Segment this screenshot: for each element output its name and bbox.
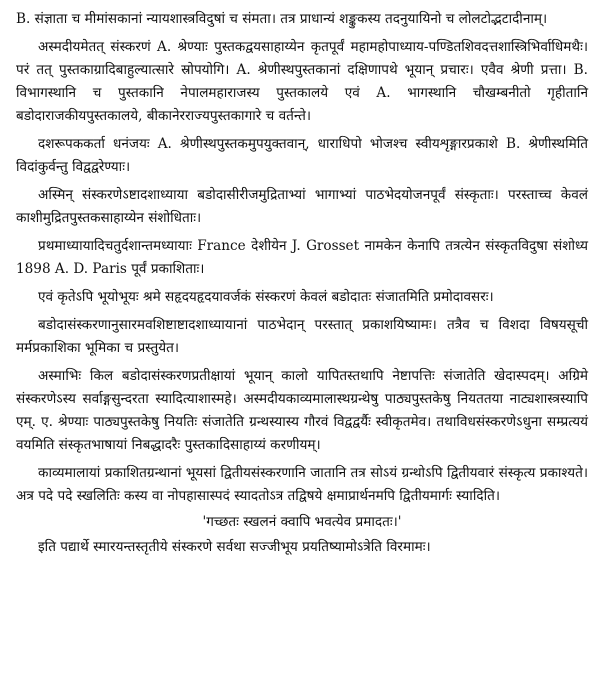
quoted-verse: 'गच्छतः स्खलनं क्वापि भवत्येव प्रमादतः।' (202, 514, 402, 530)
paragraph-1: B. संज्ञाता च मीमांसकानां न्यायशास्त्रविदुषां च संमता। तत्र प्राधान्यं शङ्कुकस्य तदनुयायिनो च लोलटोद्भटादीनाम्। (16, 11, 548, 27)
paragraph-6: एवं कृतेऽपि भूयोभूयः श्रमे सहृदयहृदयावर्जकं संस्करणं केवलं बडोदातः संजातमिति प्रमोदावसरः। (38, 289, 494, 305)
paragraph-closing: इति पद्यार्थे स्मारयन्तस्तृतीये संस्करणे सर्वथा सज्जीभूय प्रयतिष्यामोऽत्रेति विरमामः। (38, 539, 431, 555)
paragraph-4: अस्मिन् संस्करणेऽष्टादशाध्याया बडोदासीरीजमुद्रिताभ्यां भागाभ्यां पाठभेदयोजनपूर्वं संस्कृताः। परस्ताच्च केवलं काशीमुद्रितपुस्तकसाहाय्येन संशोधिताः। (16, 187, 588, 226)
paragraph-8: अस्माभिः किल बडोदासंस्करणप्रतीक्षायां भूयान् कालो यापितस्तथापि नेष्टापत्तिः संजातेति खेदास्पदम्। अग्रिमे संस्करणेऽस्य सर्वाङ्गसुन्दरता स्यादित्याशास्महे। अस्मदीयकाव्यमालास्थग्रन्थेषु पाठ्यपुस्तकेषु नियततया नाट्यशास्त्रस्यापि एम्. ए. श्रेण्याः पाठ्यपुस्तकेषु नियतिः संजातेति ग्रन्थस्यास्य गौरवं विद्वद्वर्यैः स्वीकृतमेव। तथाविधसंस्करणेऽधुना सम्प्रत्ययं वयमिति संस्कृतभाषायां निबद्धादरैः पुस्तकादिसाहाय्यं करणीयम्। (16, 368, 588, 453)
paragraph-2: अस्मदीयमेतत् संस्करणं A. श्रेण्याः पुस्तकद्वयसाहाय्येन कृतपूर्वं महामहोपाध्याय-पण्डितशिवदत्तशास्त्रिभिर्वाधिमथैः। परं तत् पुस्तकाग्रादिबाहुल्यात्सारे स्रोपयोगि। A. श्रेणीस्थपुस्तकानां दक्षिणापथे भूयान् प्रचारः। एवैव श्रेणी प्रत्ता। B. विभागस्थानि च पुस्तकानि नेपालमहाराजस्य पुस्तकालये एवं A. भागस्थानि चौखम्बनीतो गृहीतानि बडोदाराजकीयपुस्तकालये, बीकानेरराज्यपुस्तकागारे च वर्तन्ते। (16, 39, 588, 124)
paragraph-7: बडोदासंस्करणानुसारमवशिष्टाष्टादशाध्यायानां पाठभेदान् परस्तात् प्रकाशयिष्यामः। तत्रैव च विशदा विषयसूची मर्मप्रकाशिका भूमिका च प्रस्तुयेत। (16, 317, 588, 356)
paragraph-5: प्रथमाध्यायादिचतुर्दशान्तमध्यायाः France देशीयेन J. Grosset नामकेन केनापि तत्रत्येन संस्कृतविदुषा संशोध्य 1898 A. D. Paris पूर्वं प्रकाशिताः। (16, 238, 588, 277)
paragraph-9: काव्यमालायां प्रकाशितग्रन्थानां भूयसां द्वितीयसंस्करणानि जातानि तत्र सोऽयं ग्रन्थोऽपि द्वितीयवारं संस्कृत्य प्रकाश्यते। अत्र पदे पदे स्खलितिः कस्य वा नोपहासास्पदं स्यादतोऽत्र तद्विषये क्षमाप्रार्थनमपि द्वितीयमार्गः स्यादिति। (16, 465, 588, 504)
paragraph-3: दशरूपककर्ता धनंजयः A. श्रेणीस्थपुस्तकमुपयुक्तवान्, धाराधिपो भोजश्च स्वीयशृङ्गारप्रकाशे B. श्रेणीस्थमिति विदांकुर्वन्तु विद्वद्वरेण्याः। (16, 136, 588, 175)
